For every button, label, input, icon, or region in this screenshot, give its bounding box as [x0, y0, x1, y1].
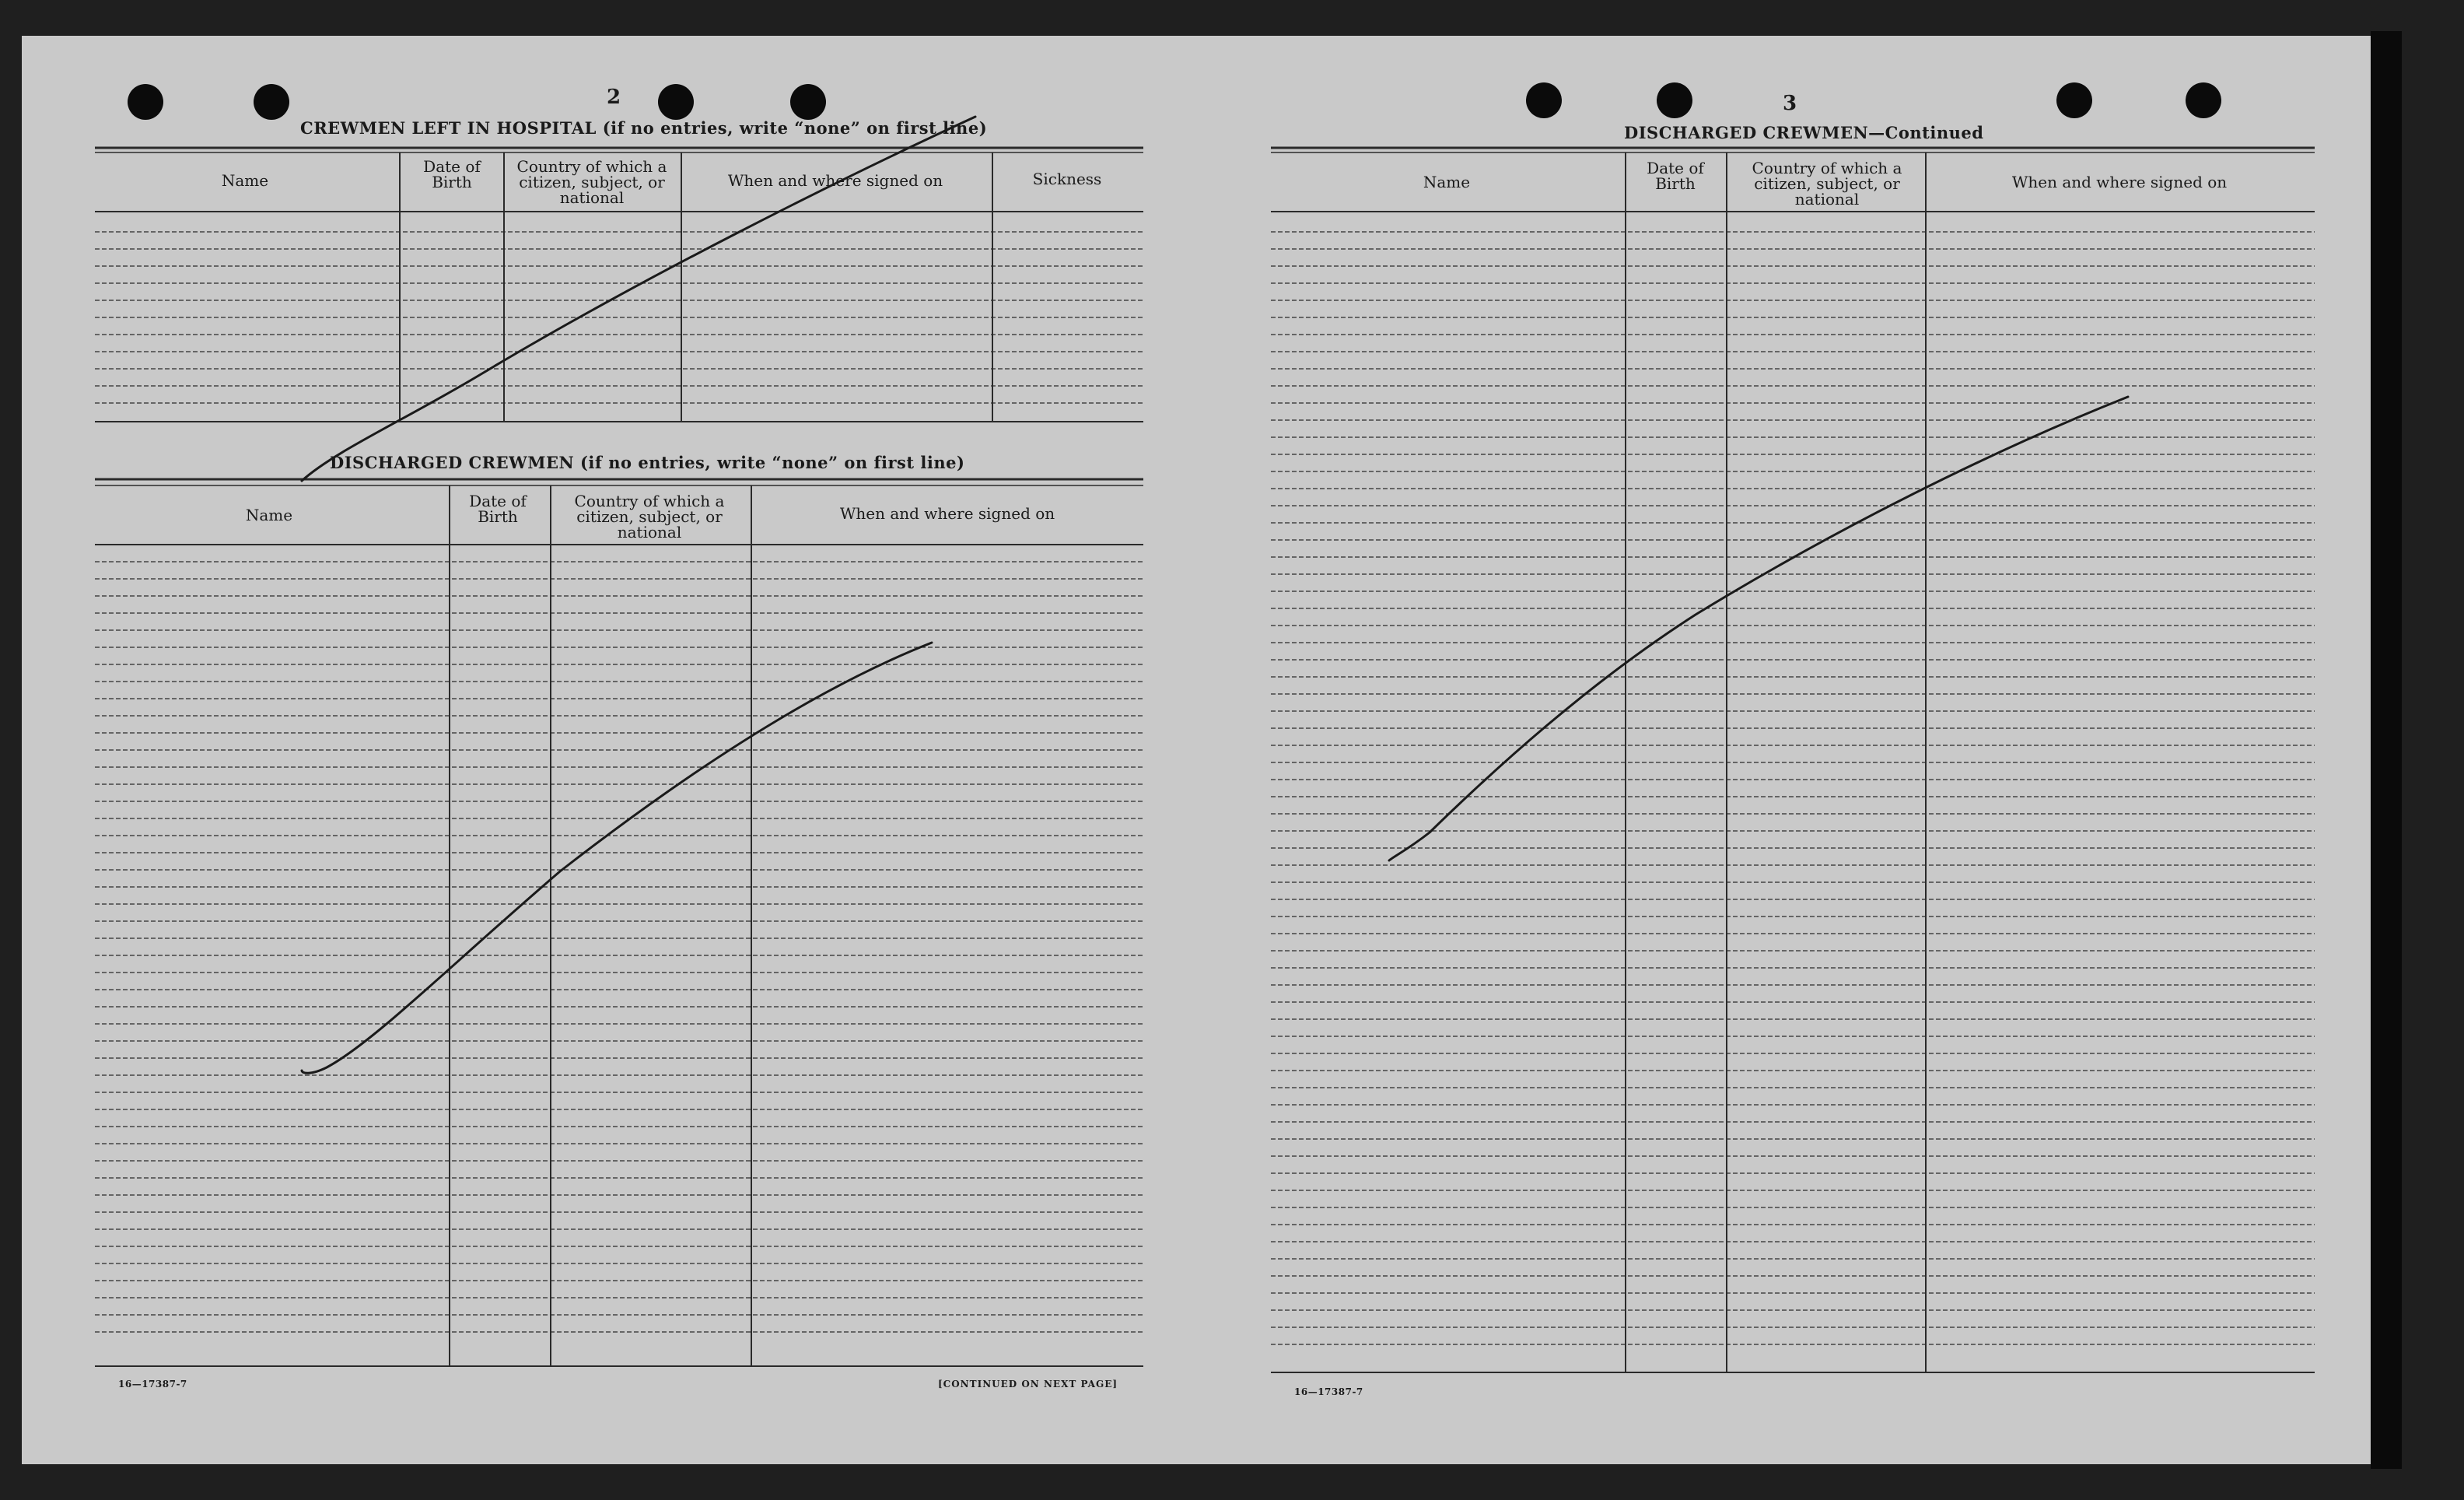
pen-stroke-mark [1389, 397, 2128, 860]
column-header-signed-on: When and where signed on [2011, 173, 2228, 191]
discharged-section-title: DISCHARGED CREWMEN (if no entries, write “none” on first line) [330, 453, 965, 472]
column-header-signed-on: When and where signed on [839, 504, 1055, 523]
pen-stroke-mark [302, 643, 932, 1073]
column-header-country: Country of which a citizen, subject, or national [516, 157, 667, 207]
column-header-signed-on: When and where signed on [727, 171, 943, 190]
form-number: 16—17387-7 [1294, 1386, 1363, 1397]
column-header-date-of-birth: Date of Birth [423, 157, 481, 191]
column-header-name: Name [1423, 173, 1471, 191]
column-header-name: Name [221, 171, 269, 190]
column-header-country: Country of which a citizen, subject, or national [1752, 159, 1902, 209]
column-header-name: Name [245, 506, 293, 524]
discharged-continued-title: DISCHARGED CREWMEN—Continued [1624, 123, 1984, 142]
page-number: 2 [607, 86, 621, 109]
page-number: 3 [1783, 92, 1797, 115]
hospital-section-title: CREWMEN LEFT IN HOSPITAL (if no entries, write “none” on first line) [300, 118, 988, 138]
column-header-sickness: Sickness [1032, 170, 1102, 188]
column-header-country: Country of which a citizen, subject, or national [574, 492, 725, 541]
form-number: 16—17387-7 [118, 1379, 187, 1390]
column-header-date-of-birth: Date of Birth [469, 492, 527, 526]
continued-note: [CONTINUED ON NEXT PAGE] [938, 1379, 1118, 1390]
column-header-date-of-birth: Date of Birth [1647, 159, 1704, 193]
